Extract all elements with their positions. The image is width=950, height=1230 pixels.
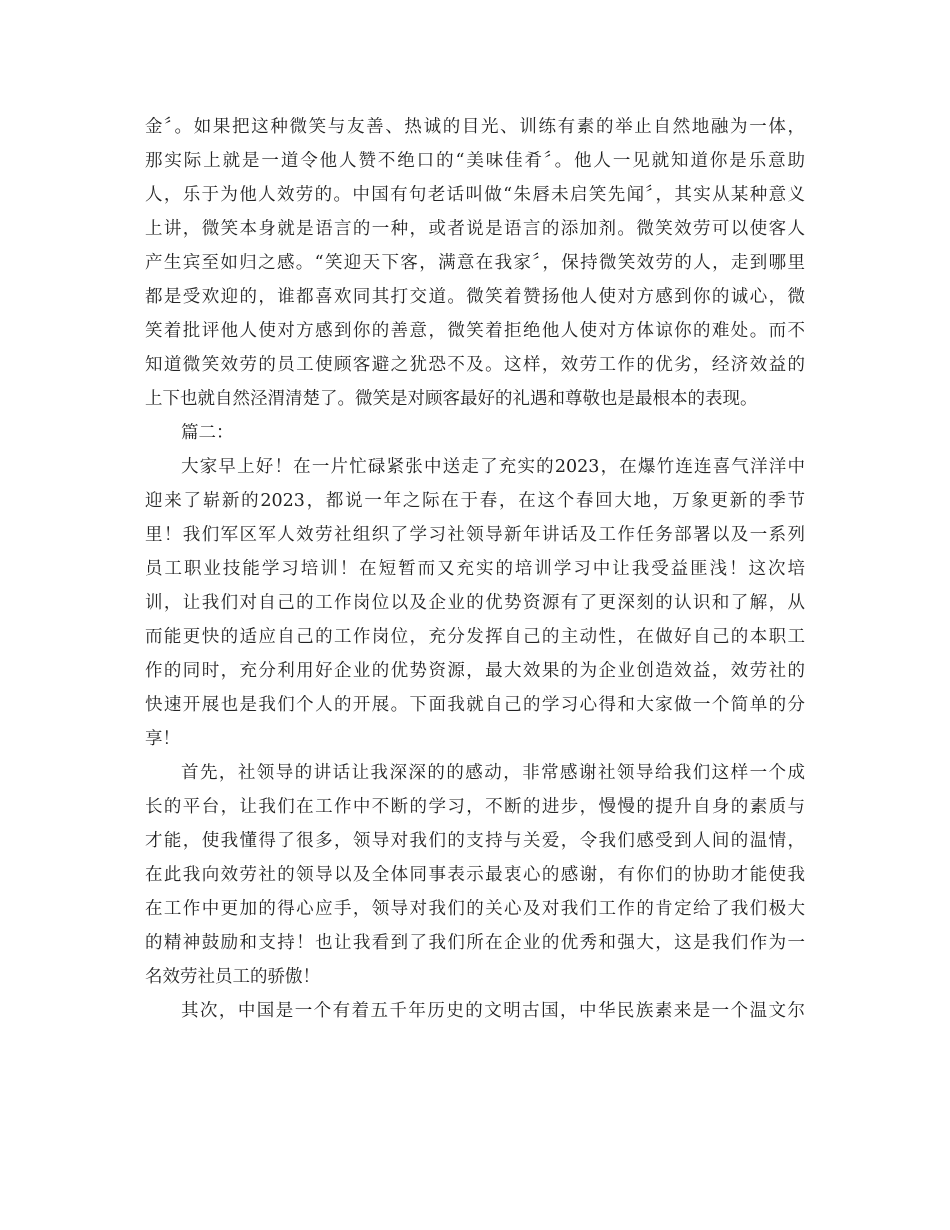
text-line: 而能更快的适应自己的工作岗位，充分发挥自己的主动性，在做好自己的本职工 — [145, 627, 805, 647]
text-line: 大家早上好！在一片忙碌紧张中送走了充实的2023，在爆竹连连喜气洋洋中 — [181, 457, 805, 477]
text-line: 快速开展也是我们个人的开展。下面我就自己的学习心得和大家做一个简单的分 — [145, 695, 805, 715]
text-line: 的精神鼓励和支持！也让我看到了我们所在企业的优秀和强大，这是我们作为一 — [145, 933, 805, 953]
paragraph-smile-service — [145, 110, 805, 416]
text-line: 人，乐于为他人效劳的。中国有句老话叫做“朱唇未启笑先闻〞，其实从某种意义 — [145, 185, 805, 205]
text-line: 知道微笑效劳的员工使顾客避之犹恐不及。这样，效劳工作的优劣，经济效益的 — [145, 355, 805, 375]
section-heading: 篇二： — [181, 423, 234, 443]
text-line: 享！ — [145, 729, 180, 749]
text-line: 那实际上就是一道令他人赞不绝口的“美味佳肴〞。他人一见就知道你是乐意助 — [145, 151, 805, 171]
text-line: 员工职业技能学习培训！在短暂而又充实的培训学习中让我受益匪浅！这次培 — [145, 559, 805, 579]
text-line: 都是受欢迎的，谁都喜欢同其打交道。微笑着赞扬他人使对方感到你的诚心，微 — [145, 287, 805, 307]
document-body — [145, 110, 805, 1028]
text-line: 产生宾至如归之感。“笑迎天下客，满意在我家〞，保持微笑效劳的人，走到哪里 — [145, 253, 805, 273]
text-line: 金〞。如果把这种微笑与友善、热诚的目光、训练有素的举止自然地融为一体， — [145, 117, 805, 137]
section-heading-part-two — [145, 416, 805, 450]
text-line: 在工作中更加的得心应手，领导对我们的关心及对我们工作的肯定给了我们极大 — [145, 899, 805, 919]
text-line: 训，让我们对自己的工作岗位以及企业的优势资源有了更深刻的认识和了解，从 — [145, 593, 805, 613]
text-line: 上下也就自然泾渭清楚了。微笑是对顾客最好的礼遇和尊敬也是最根本的表现。 — [145, 389, 758, 409]
text-line: 长的平台，让我们在工作中不断的学习，不断的进步，慢慢的提升自身的素质与 — [145, 797, 805, 817]
text-line: 其次，中国是一个有着五千年历史的文明古国，中华民族素来是一个温文尔 — [181, 1001, 805, 1021]
text-line: 迎来了崭新的2023，都说一年之际在于春，在这个春回大地，万象更新的季节 — [145, 491, 805, 511]
text-line: 上讲，微笑本身就是语言的一种，或者说是语言的添加剂。微笑效劳可以使客人 — [145, 219, 805, 239]
paragraph-first-point — [145, 756, 805, 994]
text-line: 里！我们军区军人效劳社组织了学习社领导新年讲话及工作任务部署以及一系列 — [145, 525, 805, 545]
text-line: 才能，使我懂得了很多，领导对我们的支持与关爱，令我们感受到人间的温情， — [145, 831, 805, 851]
paragraph-greeting — [145, 450, 805, 756]
text-line: 首先，社领导的讲话让我深深的的感动，非常感谢社领导给我们这样一个成 — [181, 763, 805, 783]
text-line: 名效劳社员工的骄傲！ — [145, 967, 320, 987]
paragraph-second-point — [145, 994, 805, 1028]
text-line: 在此我向效劳社的领导以及全体同事表示最衷心的感谢，有你们的协助才能使我 — [145, 865, 805, 885]
text-line: 笑着批评他人使对方感到你的善意，微笑着拒绝他人使对方体谅你的难处。而不 — [145, 321, 805, 341]
text-line: 作的同时，充分利用好企业的优势资源，最大效果的为企业创造效益，效劳社的 — [145, 661, 805, 681]
